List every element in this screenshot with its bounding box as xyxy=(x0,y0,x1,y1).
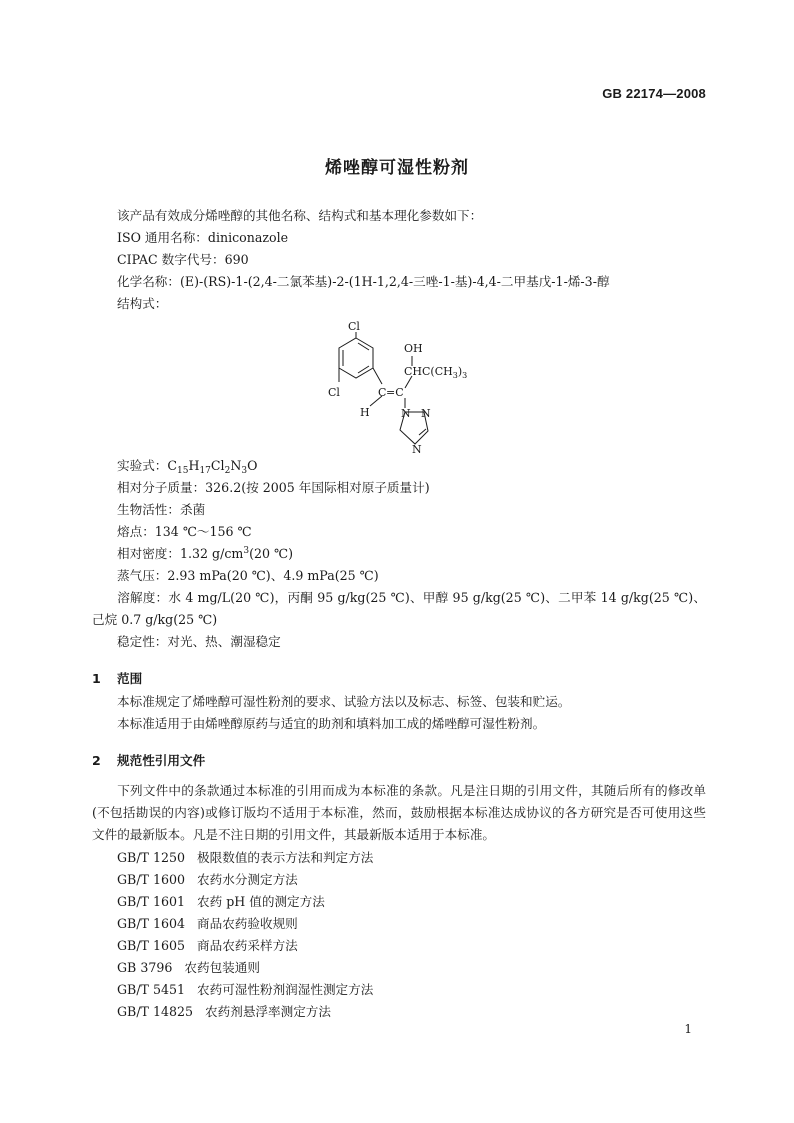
reference-item: GB/T 1604 商品农药验收规则 xyxy=(117,916,298,931)
vapor-pressure: 蒸气压：2.93 mPa(20 ℃)、4.9 mPa(25 ℃) xyxy=(117,568,379,583)
structure-label: 结构式： xyxy=(117,296,168,311)
chc-group: CHC(CH xyxy=(404,365,453,378)
triazole-n1: N xyxy=(401,407,411,420)
vinyl-carbon: C xyxy=(378,386,387,399)
reference-item: GB/T 5451 农药可湿性粉剂润湿性测定方法 xyxy=(117,982,374,997)
benzene-ring xyxy=(339,338,373,378)
svg-text:CHC(CH3)3: $CHC(CH_3)_3$ xyxy=(404,365,468,380)
page-number: 1 xyxy=(684,1022,692,1036)
solubility: 溶解度：水 4 mg/L(20 ℃)，丙酮 95 g/kg(25 ℃)、甲醇 95 g/kg(25 ℃)、二甲苯 14 g/kg(25 ℃)、己烷 0.7 g/kg(25 ℃) xyxy=(92,590,706,627)
reference-item: GB/T 1600 农药水分测定方法 xyxy=(117,872,298,887)
reference-item: GB/T 1601 农药 pH 值的测定方法 xyxy=(117,894,325,909)
density: 相对密度：1.32 $g/cm^3(20$ ℃) xyxy=(117,545,294,561)
cipac-code: CIPAC 数字代号：690 xyxy=(117,252,249,267)
standard-code: GB 22174—2008 xyxy=(602,86,706,101)
triazole-n2: N xyxy=(421,407,431,420)
reference-item: GB 3796 农药包装通则 xyxy=(117,960,260,975)
hydroxyl: OH xyxy=(404,342,423,355)
chemical-name: 化学名称：(E)-(RS)-1-(2,4-二氯苯基)-2-(1H-1,2,4-三唑-1-基)-4,4-二甲基戊-1-烯-3-醇 xyxy=(117,274,610,289)
iso-name: ISO 通用名称：diniconazole xyxy=(117,230,289,245)
scope-para-2: 本标准适用于由烯唑醇原药与适宜的助剂和填料加工成的烯唑醇可湿性粉剂。 xyxy=(117,716,546,731)
reference-item: GB/T 1605 商品农药采样方法 xyxy=(117,938,298,953)
vinyl-carbon-2: =C xyxy=(386,386,404,399)
melting-point: 熔点：134 ℃～156 ℃ xyxy=(117,524,252,539)
stability: 稳定性：对光、热、潮湿稳定 xyxy=(117,634,281,649)
reference-item: GB/T 14825 农药剂悬浮率测定方法 xyxy=(117,1004,331,1019)
section-1-heading: 1 范围 xyxy=(92,671,143,686)
references-intro: 下列文件中的条款通过本标准的引用而成为本标准的条款。凡是注日期的引用文件，其随后所有的修改单(不包括勘误的内容)或修订版均不适用于本标准，然而，鼓励根据本标准达成协议的各方研究是否可使用这些文件的最新版本。凡是不注日期的引用文件，其最新版本适用于本标准。 xyxy=(92,783,706,842)
triazole-n3: N xyxy=(412,443,422,456)
chlorine-top: Cl xyxy=(348,320,360,333)
chlorine-left: Cl xyxy=(328,386,340,399)
empirical-formula: 实验式：$C_{15}H_{17}Cl_2N_3O$ xyxy=(117,458,258,476)
intro-text: 该产品有效成分烯唑醇的其他名称、结构式和基本理化参数如下： xyxy=(117,208,483,223)
section-2-heading: 2 规范性引用文件 xyxy=(92,753,206,768)
document-title: 烯唑醇可湿性粉剂 xyxy=(325,158,469,178)
reference-item: GB/T 1250 极限数值的表示方法和判定方法 xyxy=(117,850,374,865)
molecular-weight: 相对分子质量：326.2(按 2005 年国际相对原子质量计) xyxy=(117,480,430,495)
scope-para-1: 本标准规定了烯唑醇可湿性粉剂的要求、试验方法以及标志、标签、包装和贮运。 xyxy=(117,694,571,709)
bio-activity: 生物活性：杀菌 xyxy=(117,502,206,517)
structural-formula xyxy=(320,316,490,456)
hydrogen: H xyxy=(360,406,370,419)
